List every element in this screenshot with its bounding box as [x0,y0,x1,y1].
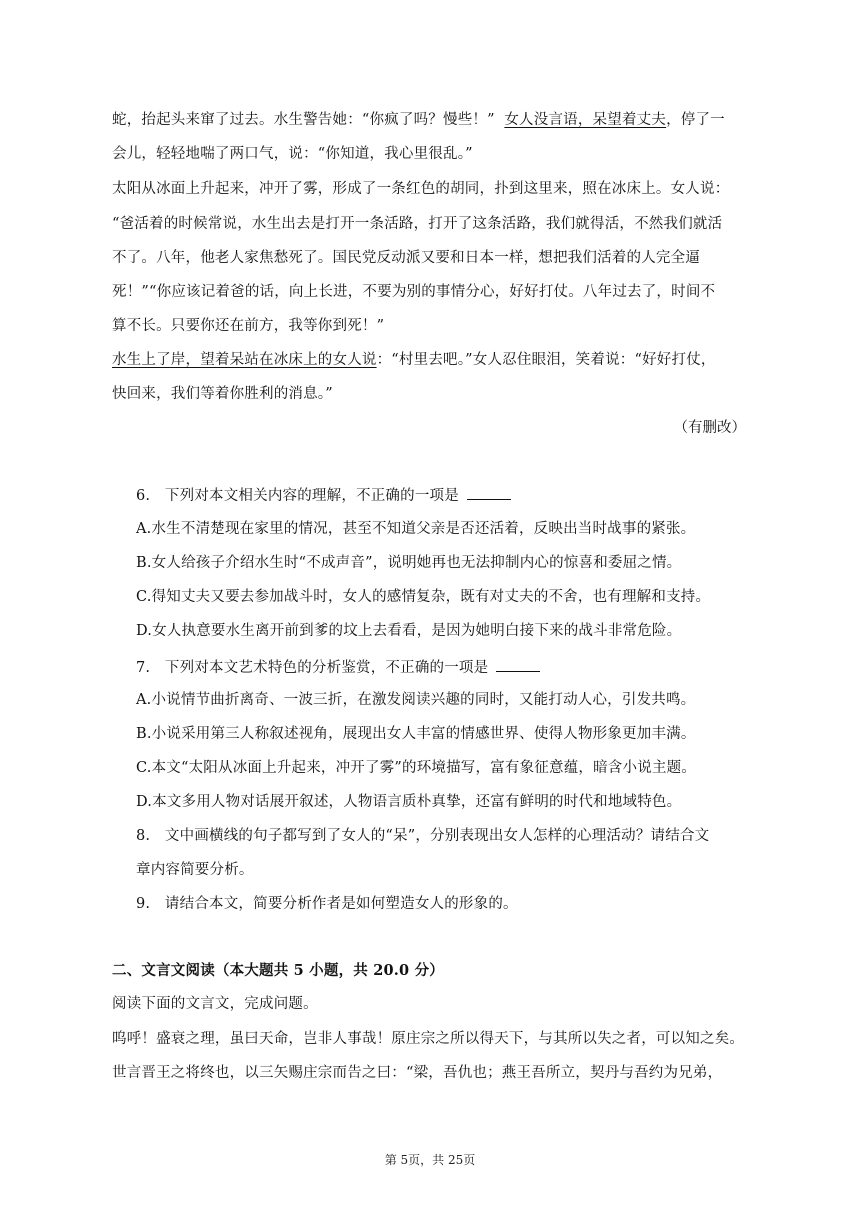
story-line-9: 快回来，我们等着你胜利的消息。” [112,386,333,402]
story-text: ：“村里去吧。”女人忍住眼泪，笑着说：“好好打仗， [376,352,716,368]
question-9: 9. 请结合本文，简要分析作者是如何塑造女人的形象的。 [136,896,518,912]
edit-note: （有删改） [673,420,746,436]
question-6-option-b: B.女人给孩子介绍水生时“不成声音”，说明她再也无法抑制内心的惊喜和委屈之情。 [136,555,682,571]
question-6 [136,486,776,505]
classical-text-line-2: 世言晋王之将终也，以三矢赐庄宗而告之曰：“梁，吾仇也；燕王吾所立，契丹与吾约为兄弟， [112,1065,723,1081]
question-6-option-a: A.水生不清楚现在家里的情况，甚至不知道父亲是否还活着，反映出当时战事的紧张。 [136,521,696,537]
story-text: 蛇，抬起头来窜了过去。水生警告她：“你疯了吗？慢些！” [112,112,495,128]
story-text: ，停了一 [666,112,725,128]
story-line-5: 不了。八年，他老人家焦愁死了。国民党反动派又要和日本一样，想把我们活着的人完全逼 [112,250,700,266]
story-line-2: 会儿，轻轻地喘了两口气，说：“你知道，我心里很乱。” [112,146,473,162]
story-line-4: “爸活着的时候常说，水生出去是打开一条活路，打开了这条活路，我们就得活，不然我们就活 [112,216,723,232]
question-7-option-a: A.小说情节曲折离奇、一波三折，在激发阅读兴趣的同时，又能打动人心，引发共鸣。 [136,692,696,708]
question-6-text: 6. 下列对本文相关内容的理解，不正确的一项是 [136,488,459,504]
classical-text-line-1: 呜呼！盛衰之理，虽曰天命，岂非人事哉！原庄宗之所以得天下，与其所以失之者，可以知之矣。 [112,1031,745,1047]
section-2-heading: 二、文言文阅读（本大题共 5 小题，共 20.0 分） [112,962,444,979]
question-7-option-c: C.本文“太阳从冰面上升起来，冲开了雾”的环境描写，富有象征意蕴，暗含小说主题。 [136,760,697,776]
question-7-option-d: D.本文多用人物对话展开叙述，人物语言质朴真挚，还富有鲜明的时代和地域特色。 [136,794,682,810]
question-8-continued: 章内容简要分析。 [136,862,254,878]
question-7 [136,658,776,677]
question-7-text: 7. 下列对本文艺术特色的分析鉴赏，不正确的一项是 [136,660,489,676]
underlined-sentence-1: 女人没言语，呆望着丈夫 [504,112,667,128]
section-2-instruction: 阅读下面的文言文，完成问题。 [112,996,318,1012]
answer-blank[interactable] [467,486,511,500]
story-line-3: 太阳从冰面上升起来，冲开了雾，形成了一条红色的胡同，扑到这里来，照在冰床上。女人说： [112,181,730,197]
story-line-8 [112,352,752,369]
underlined-sentence-2: 水生上了岸，望着呆站在冰床上的女人说 [112,352,377,368]
question-6-option-d: D.女人执意要水生离开前到爹的坟上去看看，是因为她明白接下来的战斗非常危险。 [136,623,682,639]
question-7-option-b: B.小说采用第三人称叙述视角，展现出女人丰富的情感世界、使得人物形象更加丰满。 [136,726,696,742]
story-line-6: 死！”“你应该记着爸的话，向上长进，不要为别的事情分心，好好打仗。八年过去了，时间不 [112,284,716,300]
question-8: 8. 文中画横线的句子都写到了女人的“呆”，分别表现出女人怎样的心理活动？请结合文 [136,828,710,844]
story-line-1 [112,112,752,129]
page-footer: 第 5页，共 25页 [384,1153,476,1167]
story-line-7: 算不长。只要你还在前方，我等你到死！” [112,318,385,334]
question-6-option-c: C.得知丈夫又要去参加战斗时，女人的感情复杂，既有对丈夫的不舍，也有理解和支持。 [136,589,711,605]
answer-blank[interactable] [496,658,540,672]
